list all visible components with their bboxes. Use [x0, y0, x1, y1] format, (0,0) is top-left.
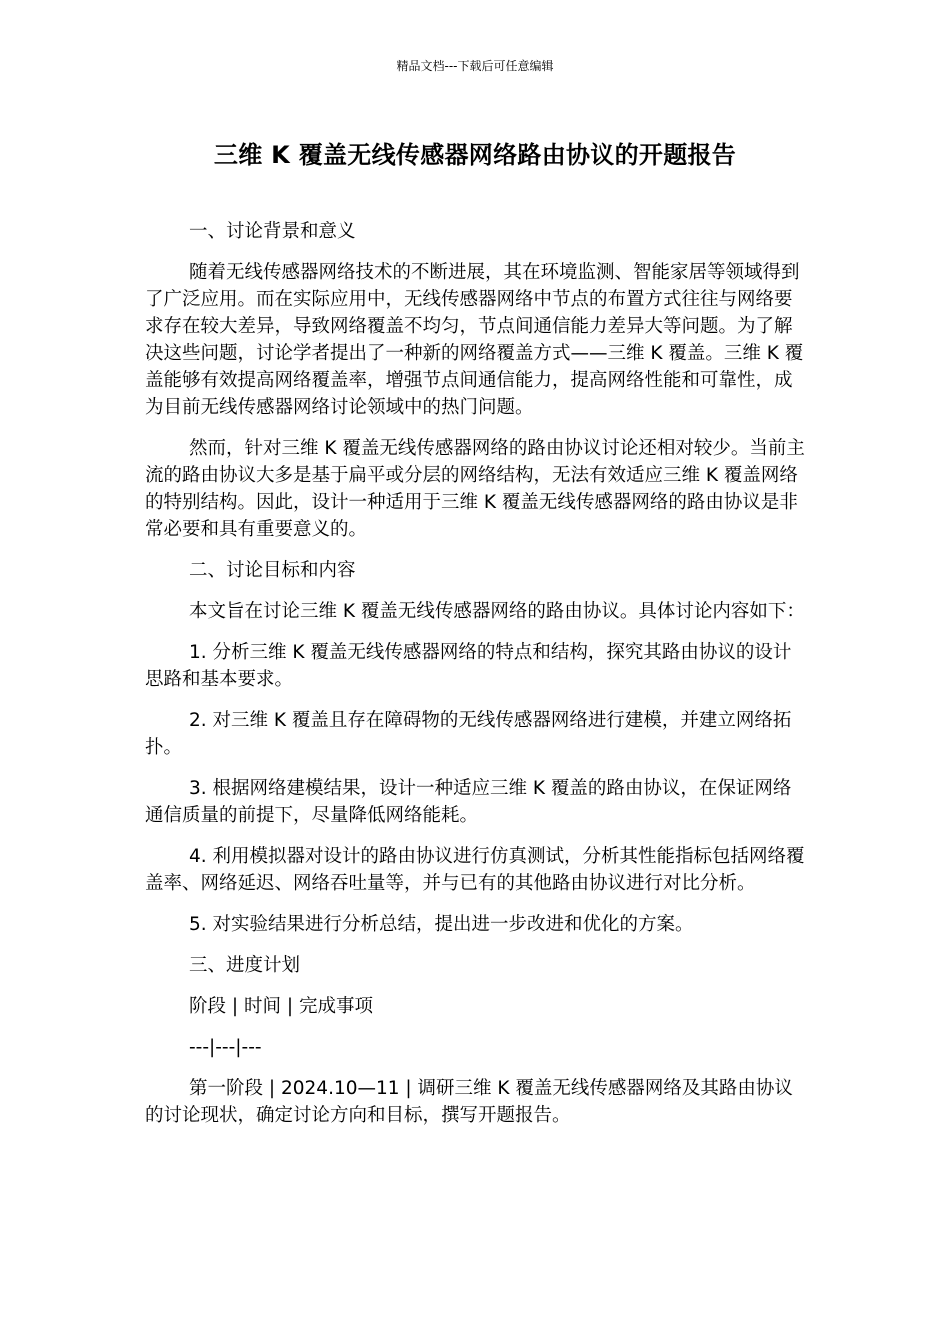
list-item: 1. 分析三维 K 覆盖无线传感器网络的特点和结构，探究其路由协议的设计思路和基本要求。	[145, 642, 792, 690]
page-header-note: 精品文档---下载后可任意编辑	[396, 59, 554, 73]
document-body	[145, 218, 805, 1143]
section-heading-schedule: 三、进度计划	[189, 955, 301, 976]
schedule-table-header: 阶段 | 时间 | 完成事项	[189, 996, 373, 1017]
schedule-table-separator: ---|---|---	[189, 1037, 262, 1058]
list-item: 4. 利用模拟器对设计的路由协议进行仿真测试，分析其性能指标包括网络覆盖率、网络延迟、网络吞吐量等，并与已有的其他路由协议进行对比分析。	[145, 846, 805, 894]
list-item: 3. 根据网络建模结果，设计一种适应三维 K 覆盖的路由协议，在保证网络通信质量的前提下，尽量降低网络能耗。	[145, 778, 792, 826]
schedule-table-row: 第一阶段 | 2024.10—11 | 调研三维 K 覆盖无线传感器网络及其路由协议的讨论现状，确定讨论方向和目标，撰写开题报告。	[145, 1078, 793, 1126]
document-title: 三维 K 覆盖无线传感器网络路由协议的开题报告	[213, 141, 737, 169]
paragraph: 随着无线传感器网络技术的不断进展，其在环境监测、智能家居等领域得到了广泛应用。而在实际应用中，无线传感器网络中节点的布置方式往往与网络要求存在较大差异，导致网络覆盖不均匀，节点间通信能力差异大等问题。为了解决这些问题，讨论学者提出了一种新的网络覆盖方式——三维 K 覆盖。三维 K 覆盖能够有效提高网络覆盖率，增强节点间通信能力，提高网络性能和可靠性，成为目前无线传感器网络讨论领域中的热门问题。	[145, 262, 804, 418]
list-item: 5. 对实验结果进行分析总结，提出进一步改进和优化的方案。	[189, 914, 694, 935]
list-item: 2. 对三维 K 覆盖且存在障碍物的无线传感器网络进行建模，并建立网络拓扑。	[145, 710, 792, 758]
section-heading-goals: 二、讨论目标和内容	[189, 560, 356, 581]
paragraph: 然而，针对三维 K 覆盖无线传感器网络的路由协议讨论还相对较少。当前主流的路由协议大多是基于扁平或分层的网络结构，无法有效适应三维 K 覆盖网络的特别结构。因此，设计一种适用于三维 K 覆盖无线传感器网络的路由协议是非常必要和具有重要意义的。	[145, 438, 805, 540]
section-heading-background: 一、讨论背景和意义	[189, 221, 356, 242]
paragraph: 本文旨在讨论三维 K 覆盖无线传感器网络的路由协议。具体讨论内容如下：	[189, 601, 805, 622]
